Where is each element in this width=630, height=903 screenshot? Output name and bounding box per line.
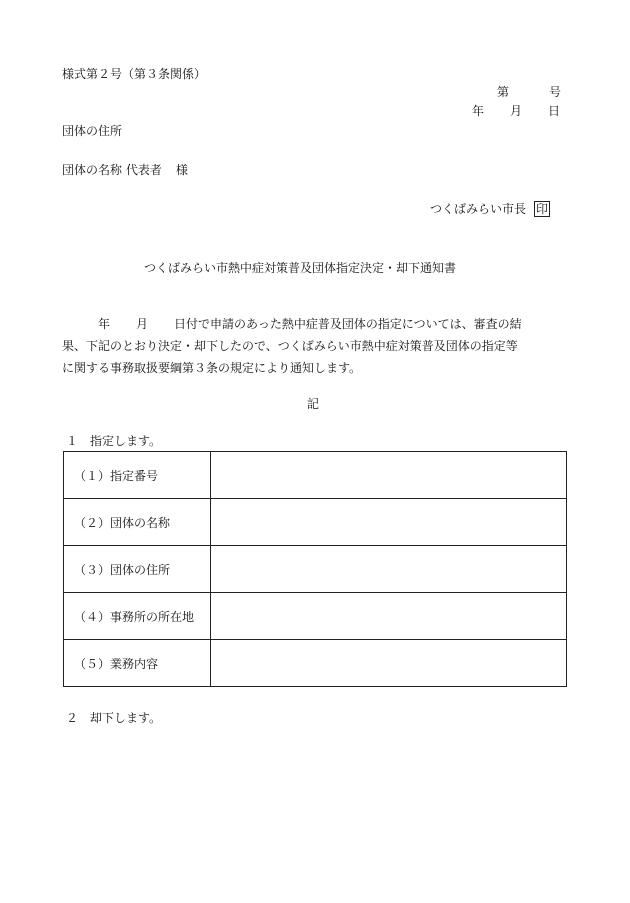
body-year: 年 bbox=[98, 317, 111, 331]
date-month: 月 bbox=[510, 104, 523, 118]
section-1 bbox=[66, 435, 161, 447]
seal-stamp: 印 bbox=[536, 202, 549, 216]
recipient-address-label: 団体の住所 bbox=[62, 124, 123, 138]
recipient-honorific: 様 bbox=[175, 163, 188, 177]
sender-line bbox=[430, 201, 550, 217]
document-number bbox=[497, 86, 561, 98]
row-label: （３）団体の住所 bbox=[64, 546, 211, 593]
document-title: つくばみらい市熱中症対策普及団体指定決定・却下通知書 bbox=[144, 261, 457, 275]
body-line3: に関する事務取扱要綱第３条の規定により通知します。 bbox=[62, 361, 362, 375]
body-text bbox=[62, 313, 570, 379]
table-row bbox=[64, 452, 567, 499]
ki-heading: 記 bbox=[307, 397, 320, 411]
section-2-number: ２ bbox=[66, 711, 79, 725]
row-value bbox=[211, 593, 567, 640]
section-2 bbox=[66, 712, 161, 724]
body-line1: 日付で申請のあった熱中症普及団体の指定については、審査の結 bbox=[174, 317, 522, 331]
date-day: 日 bbox=[548, 104, 561, 118]
row-label: （５）業務内容 bbox=[64, 640, 211, 687]
row-label: （４）事務所の所在地 bbox=[64, 593, 211, 640]
form-number: 様式第２号（第３条関係） bbox=[62, 67, 207, 81]
recipient-name-line bbox=[62, 164, 188, 176]
row-label: （１）指定番号 bbox=[64, 452, 211, 499]
date-line bbox=[472, 105, 560, 117]
row-label: （２）団体の名称 bbox=[64, 499, 211, 546]
sender-title: つくばみらい市長 bbox=[430, 202, 527, 216]
document-number-prefix: 第 bbox=[497, 85, 510, 99]
date-year: 年 bbox=[472, 104, 485, 118]
row-value bbox=[211, 499, 567, 546]
table-row bbox=[64, 546, 567, 593]
recipient-name-label: 団体の名称 代表者 bbox=[62, 163, 162, 177]
row-value bbox=[211, 546, 567, 593]
section-1-text: 指定します。 bbox=[90, 434, 162, 448]
section-2-text: 却下します。 bbox=[90, 711, 162, 725]
designation-table bbox=[63, 451, 567, 687]
table-row bbox=[64, 640, 567, 687]
body-line2: 果、下記のとおり決定・却下したので、つくばみらい市熱中症対策普及団体の指定等 bbox=[62, 339, 518, 353]
table-row bbox=[64, 499, 567, 546]
body-month: 月 bbox=[136, 317, 149, 331]
section-1-number: １ bbox=[66, 434, 79, 448]
row-value bbox=[211, 452, 567, 499]
row-value bbox=[211, 640, 567, 687]
table-row bbox=[64, 593, 567, 640]
document-number-suffix: 号 bbox=[549, 85, 562, 99]
